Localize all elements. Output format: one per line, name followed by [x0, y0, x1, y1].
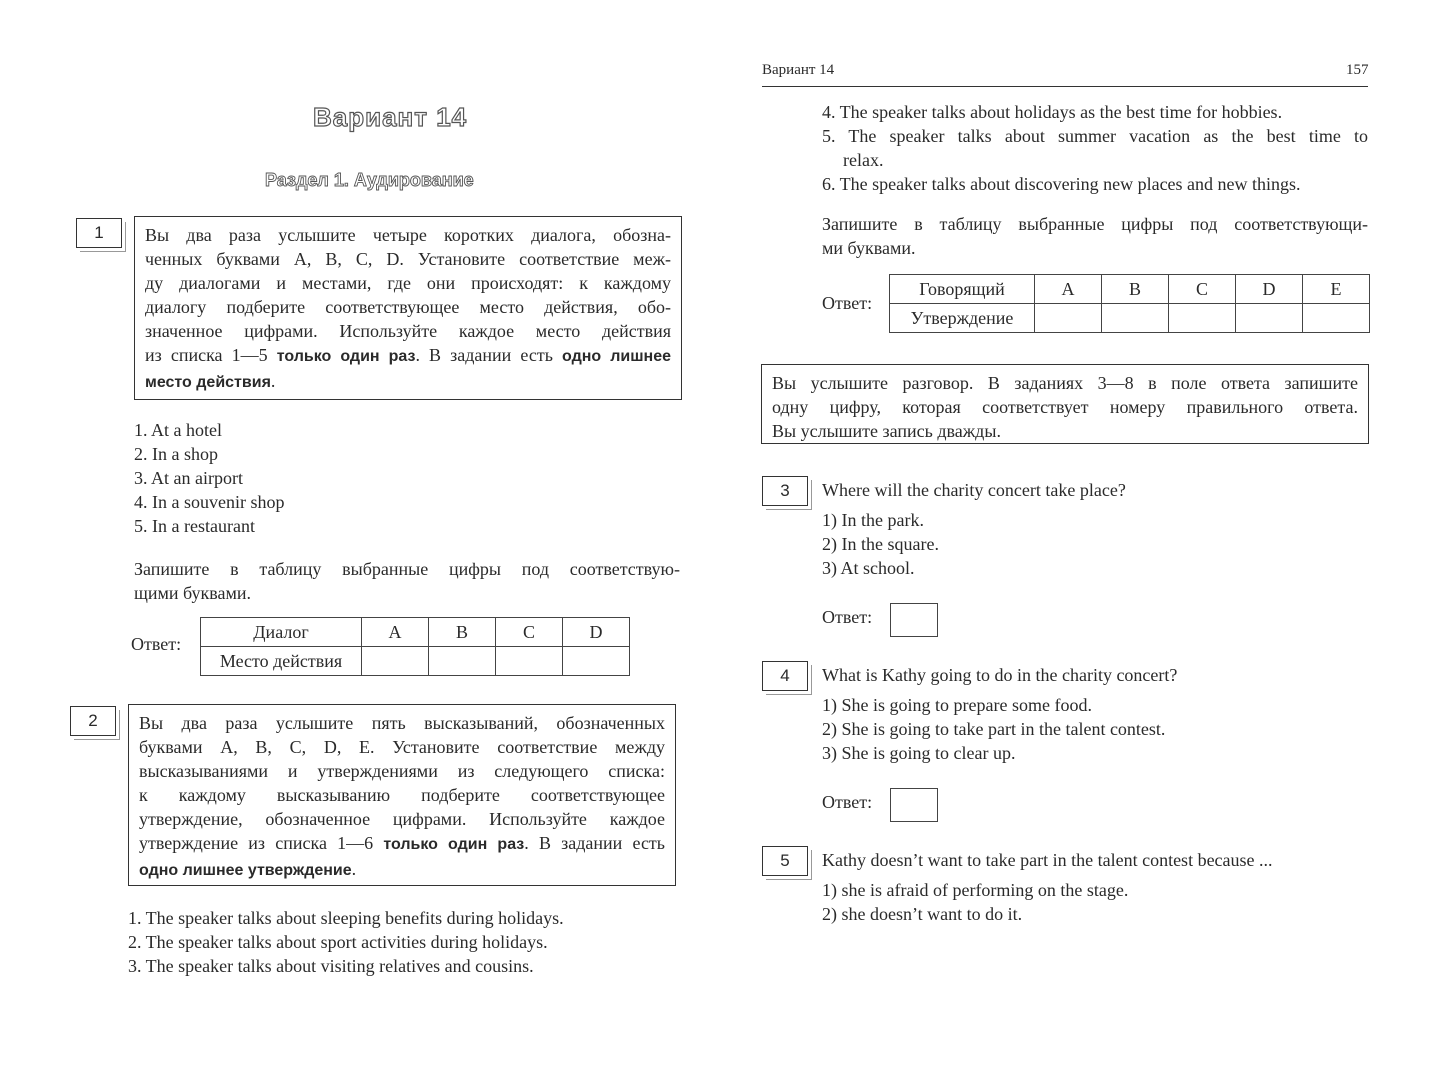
list-item: 5. The speaker talks about summer vacation as the best time to — [822, 126, 1368, 146]
option-item: 3) She is going to clear up. — [822, 743, 1016, 763]
write-instruction: щими буквами. — [134, 583, 252, 603]
answer-cell[interactable] — [429, 647, 496, 676]
task1-instruction — [134, 216, 682, 400]
option-item: 1) she is afraid of performing on the stage. — [822, 880, 1129, 900]
instr-line: Вы два раза услышите пять высказываний, обозначенных — [139, 713, 665, 733]
instr-line: из списка 1—5 только один раз. В задании есть одно лишнее — [145, 345, 672, 365]
page-number: 157 — [1346, 62, 1369, 78]
answer-label: Ответ: — [131, 634, 182, 654]
answer-table-1 — [200, 617, 630, 676]
instr-line: утверждение из списка 1—6 только один раз. В задании есть — [139, 833, 666, 853]
table-header: Утверждение — [890, 304, 1035, 333]
question-text: Where will the charity concert take place? — [822, 480, 1126, 500]
page-title: Вариант 14 — [313, 102, 468, 132]
option-item: 2) She is going to take part in the talent contest. — [822, 719, 1166, 739]
answer-label: Ответ: — [822, 792, 873, 812]
question-text: What is Kathy going to do in the charity concert? — [822, 665, 1178, 685]
answer-cell[interactable] — [563, 647, 630, 676]
write-instruction: ми буквами. — [822, 238, 916, 258]
answer-cell[interactable] — [496, 647, 563, 676]
instr-line: Вы два раза услышите четыре коротких диалога, обозна- — [145, 225, 671, 245]
table-letter: C — [496, 618, 563, 647]
list-item: 3. The speaker talks about visiting relatives and cousins. — [128, 956, 534, 976]
write-instruction: Запишите в таблицу выбранные цифры под соответствующи- — [822, 214, 1368, 234]
running-header: Вариант 14 — [762, 62, 835, 78]
answer-label: Ответ: — [822, 293, 873, 313]
table-letter: B — [429, 618, 496, 647]
table-letter: C — [1169, 275, 1236, 304]
instr-line: диалогу подберите соответствующее место действия, обо- — [145, 297, 671, 317]
answer-cell[interactable] — [1035, 304, 1102, 333]
list-item: 1. The speaker talks about sleeping benefits during holidays. — [128, 908, 564, 928]
instr-line: одно лишнее утверждение. — [139, 859, 357, 879]
header-rule — [762, 86, 1368, 87]
instr-line: Вы услышите запись дважды. — [772, 421, 1001, 441]
table-letter: A — [1035, 275, 1102, 304]
table-letter: A — [362, 618, 429, 647]
list-item: 1. At a hotel — [134, 420, 222, 440]
list-item: 2. The speaker talks about sport activities during holidays. — [128, 932, 548, 952]
instr-line: Вы услышите разговор. В заданиях 3—8 в поле ответа запишите — [772, 373, 1358, 393]
question-text: Kathy doesn’t want to take part in the talent contest because ... — [822, 850, 1273, 870]
answer-box-4[interactable] — [890, 788, 938, 822]
table-header: Диалог — [201, 618, 362, 647]
answer-cell[interactable] — [362, 647, 429, 676]
write-instruction: Запишите в таблицу выбранные цифры под соответствую- — [134, 559, 680, 579]
instr-line: ченных буквами A, B, C, D. Установите соответствие меж- — [145, 249, 671, 269]
instr-line: утверждение, обозначенное цифрами. Используйте каждое — [139, 809, 665, 829]
instr-line: место действия. — [145, 371, 276, 391]
option-item: 2) In the square. — [822, 534, 939, 554]
instr-line: к каждому высказыванию подберите соответствующее — [139, 785, 665, 805]
option-item: 2) she doesn’t want to do it. — [822, 904, 1023, 924]
list-item: 4. The speaker talks about holidays as the best time for hobbies. — [822, 102, 1283, 122]
answer-label: Ответ: — [822, 607, 873, 627]
table-letter: B — [1102, 275, 1169, 304]
task2-instruction — [128, 704, 676, 886]
list-item: relax. — [843, 150, 884, 170]
task-number-3: 3 — [762, 476, 808, 506]
option-item: 1) In the park. — [822, 510, 924, 530]
list-item: 2. In a shop — [134, 444, 218, 464]
instr-line: значенное цифрами. Используйте каждое место действия — [145, 321, 671, 341]
instr-line: буквами A, B, C, D, E. Установите соответствие между — [139, 737, 665, 757]
table-letter: D — [1236, 275, 1303, 304]
list-item: 6. The speaker talks about discovering new places and new things. — [822, 174, 1301, 194]
answer-table-2 — [889, 274, 1370, 333]
answer-cell[interactable] — [1303, 304, 1370, 333]
table-letter: E — [1303, 275, 1370, 304]
section-title: Раздел 1. Аудирование — [265, 170, 474, 190]
instr-line: одну цифру, которая соответствует номеру правильного ответа. — [772, 397, 1358, 417]
task-number-1: 1 — [76, 218, 122, 248]
instr-line: ду диалогами и местами, где они происходят: к каждому — [145, 273, 671, 293]
list-item: 4. In a souvenir shop — [134, 492, 285, 512]
answer-box-3[interactable] — [890, 603, 938, 637]
answer-cell[interactable] — [1169, 304, 1236, 333]
table-header: Говорящий — [890, 275, 1035, 304]
table-letter: D — [563, 618, 630, 647]
table-header: Место действия — [201, 647, 362, 676]
answer-cell[interactable] — [1236, 304, 1303, 333]
answer-cell[interactable] — [1102, 304, 1169, 333]
task-number-4: 4 — [762, 661, 808, 691]
list-item: 3. At an airport — [134, 468, 243, 488]
option-item: 3) At school. — [822, 558, 915, 578]
task-number-2: 2 — [70, 706, 116, 736]
option-item: 1) She is going to prepare some food. — [822, 695, 1092, 715]
conversation-instruction — [761, 364, 1369, 444]
instr-line: высказываниями и утверждениями из следующего списка: — [139, 761, 665, 781]
task-number-5: 5 — [762, 846, 808, 876]
list-item: 5. In a restaurant — [134, 516, 255, 536]
